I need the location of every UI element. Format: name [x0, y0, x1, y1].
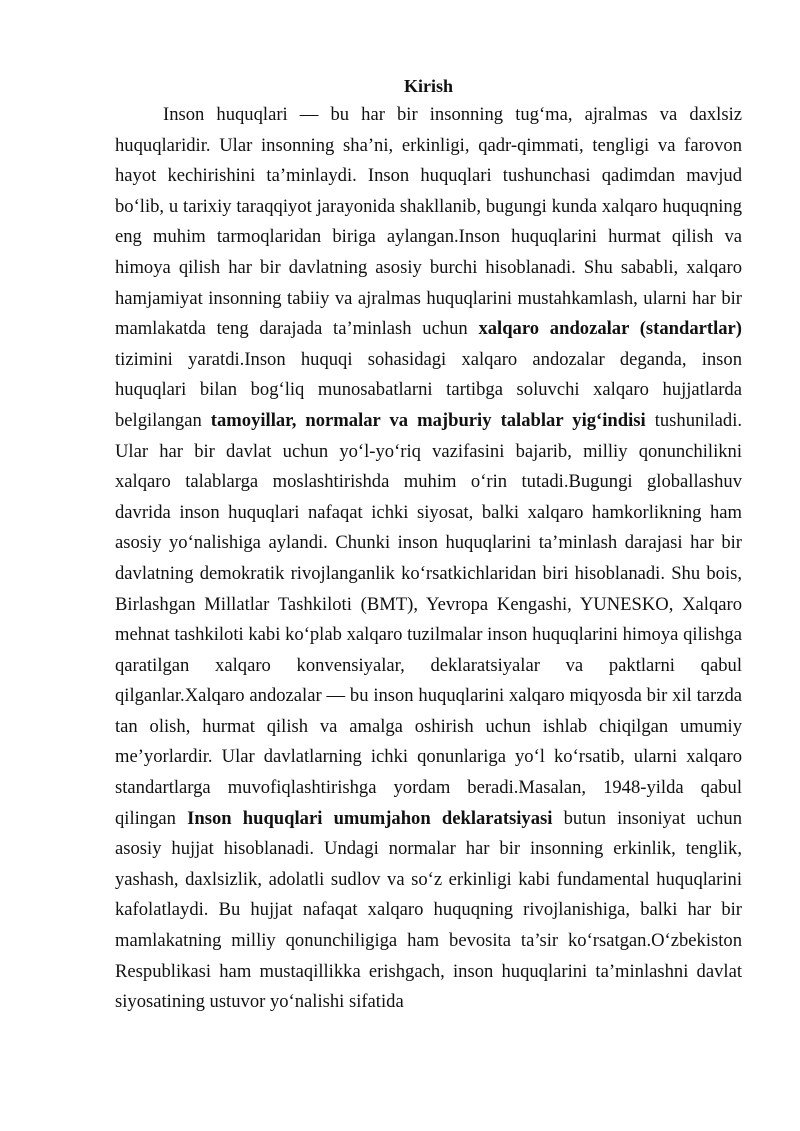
section-title: Kirish	[403, 76, 453, 96]
bold-term-declaration: Inson huquqlari umumjahon deklaratsiyasi	[187, 807, 553, 829]
bold-term-standards: xalqaro andozalar (standartlar)	[478, 318, 742, 340]
paragraph-text-4: butun insoniyat uchun asosiy hujjat hisoblanadi. Undagi normalar har bir insonning erkinlik, tenglik, yashash, daxlsizlik, adolatli sudlov va so‘z erkinligi kabi fundamental huquqlarini kafolatlaydi. Bu hujjat nafaqat xalqaro huquqning rivojlanishiga, balki har bir mamlakatning milliy qonunchiligiga ham bevosita ta’sir ko‘rsatgan.O‘zbekiston Respublikasi ham mustaqillikka erishgach, inson huquqlarini ta’minlashni davlat siyosatining ustuvor yo‘nalishi sifatida	[115, 807, 742, 1013]
paragraph-text-2: tizimini yaratdi.Inson huquqi sohasidagi xalqaro andozalar deganda, inson huquqlari bilan bog‘liq munosabatlarni tartibga soluvchi xalqaro hujjatlarda belgilangan	[115, 348, 742, 431]
bold-term-principles: tamoyillar, normalar va majburiy talablar yig‘indisi	[210, 409, 646, 431]
paragraph-text-1: Inson huquqlari — bu har bir insonning tug‘ma, ajralmas va daxlsiz huquqlaridir. Ular insonning sha’ni, erkinligi, qadr-qimmati, tengligi va farovon hayot kechirishini ta’minlaydi. Inson huquqlari tushunchasi qadimdan mavjud bo‘lib, u tarixiy taraqqiyot jarayonida shakllanib, bugungi kunda xalqaro huquqning eng muhim tarmoqlaridan biriga aylangan.Inson huquqlarini hurmat qilish va himoya qilish har bir davlatning asosiy burchi hisoblanadi. Shu sababli, xalqaro hamjamiyat insonning tabiiy va ajralmas huquqlarini mustahkamlash, ularni har bir mamlakatda teng darajada ta’minlash uchun	[115, 104, 742, 340]
body-paragraph	[115, 100, 742, 1018]
paragraph-text-3: tushuniladi. Ular har bir davlat uchun yo‘l-yo‘riq vazifasini bajarib, milliy qonunchilikni xalqaro talablarga moslashtirishda muhim o‘rin tutadi.Bugungi globallashuv davrida inson huquqlari nafaqat ichki siyosat, balki xalqaro hamkorlikning ham asosiy yo‘nalishiga aylandi. Chunki inson huquqlarini ta’minlash darajasi har bir davlatning demokratik rivojlanganlik ko‘rsatkichlaridan biri hisoblanadi. Shu bois, Birlashgan Millatlar Tashkiloti (BMT), Yevropa Kengashi, YUNESKO, Xalqaro mehnat tashkiloti kabi ko‘plab xalqaro tuzilmalar inson huquqlarini himoya qilishga qaratilgan xalqaro konvensiyalar, deklaratsiyalar va paktlarni qabul qilganlar.Xalqaro andozalar — bu inson huquqlarini xalqaro miqyosda bir xil tarzda tan olish, hurmat qilish va amalga oshirish uchun ishlab chiqilgan umumiy me’yorlardir. Ular davlatlarning ichki qonunlariga yo‘l ko‘rsatib, ularni xalqaro standartlarga muvofiqlashtirishga yordam beradi.Masalan, 1948-yilda qabul qilingan	[115, 409, 743, 829]
